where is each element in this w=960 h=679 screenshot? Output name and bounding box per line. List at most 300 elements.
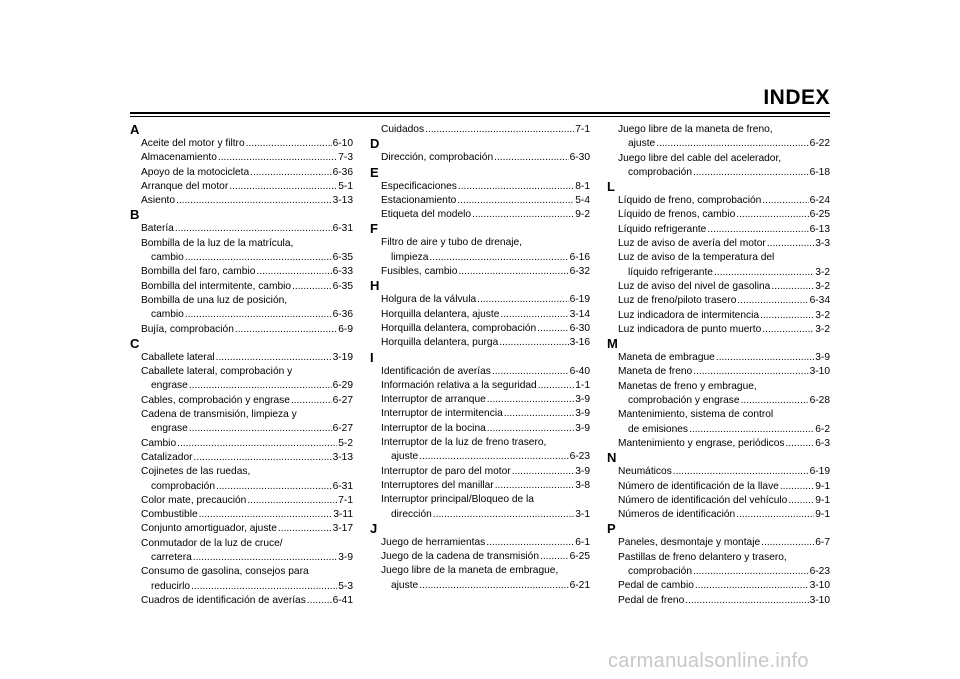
dot-leader (685, 594, 808, 608)
index-page-number: 6-7 (815, 537, 830, 549)
index-entry-text: Números de identificación (618, 509, 736, 521)
index-letter-heading: M (607, 336, 618, 352)
index-entry (131, 237, 353, 266)
index-entry-text: Interruptor de la luz de freno trasero, (381, 437, 547, 449)
dot-leader (486, 536, 574, 550)
index-entry-text: Batería (141, 223, 174, 235)
index-entry-text: Juego libre del cable del acelerador, (618, 152, 782, 164)
index-entry (371, 236, 590, 265)
index-page-number: 3-9 (575, 422, 590, 434)
dot-leader (216, 351, 332, 365)
dot-leader (199, 508, 333, 522)
index-entry-text: Horquilla delantera, comprobación (381, 322, 537, 334)
dot-leader (656, 137, 808, 151)
index-page-number: 6-3 (815, 437, 830, 449)
index-entry-continuation: dirección (391, 508, 432, 520)
dot-leader (247, 494, 337, 508)
index-entry-text: Identificación de averías (381, 365, 491, 377)
index-entry (131, 265, 353, 279)
index-entry (131, 508, 353, 522)
index-page-number: 5-3 (338, 580, 353, 592)
index-entry-text: Fusibles, cambio (381, 266, 458, 278)
index-page-number: 9-1 (815, 480, 830, 492)
index-entry-text: Pastillas de freno delantero y trasero, (618, 551, 787, 563)
index-entry (371, 465, 590, 479)
dot-leader (458, 265, 568, 279)
index-page-number: 7-1 (338, 494, 353, 506)
index-page-number: 6-22 (809, 138, 830, 150)
index-entry (608, 208, 830, 222)
index-entry (371, 293, 590, 307)
dot-leader (512, 465, 575, 479)
index-entry (131, 522, 353, 536)
index-entry (608, 465, 830, 479)
index-letter-heading: N (607, 450, 617, 466)
index-page-number: 6-23 (809, 566, 830, 578)
index-entry (608, 508, 830, 522)
index-letter-heading: J (370, 520, 378, 536)
index-entry (131, 408, 353, 437)
index-entry-text: Interruptor de paro del motor (381, 465, 511, 477)
index-entry-text: Bombilla de una luz de posición, (141, 294, 288, 306)
dot-leader (737, 294, 808, 308)
index-page-number: 7-1 (575, 124, 590, 135)
index-page-number: 3-10 (809, 580, 830, 592)
index-entry (131, 594, 353, 608)
index-entry-continuation: cambio (151, 252, 184, 264)
index-entry-continuation: ajuste (628, 138, 656, 150)
index-letter-heading: A (130, 122, 140, 137)
index-entry-text: Horquilla delantera, ajuste (381, 308, 500, 320)
dot-leader (693, 565, 809, 579)
index-entry-text: Pedal de cambio (618, 580, 694, 592)
index-entry-continuation: ajuste (391, 451, 419, 463)
index-entry (131, 180, 353, 194)
index-page-number: 6-25 (569, 551, 590, 563)
dot-leader (762, 323, 814, 337)
index-page-number: 9-2 (575, 209, 590, 221)
index-page-number: 9-1 (815, 494, 830, 506)
index-entry (608, 123, 830, 152)
index-entry (608, 237, 830, 251)
dot-leader (419, 450, 568, 464)
index-page-number: 8-1 (575, 180, 590, 192)
index-entry (131, 465, 353, 494)
watermark: carmanualsonline.info (608, 650, 809, 672)
dot-leader (250, 166, 331, 180)
index-page-number: 6-18 (809, 166, 830, 178)
dot-leader (189, 422, 332, 436)
index-page-number: 6-33 (332, 266, 353, 278)
index-entry-continuation: carretera (151, 552, 192, 564)
index-entry-text: Cuidados (381, 124, 425, 135)
index-entry (131, 166, 353, 180)
dot-leader (229, 180, 337, 194)
dot-leader (761, 536, 814, 550)
index-entry (371, 436, 590, 465)
index-entry (608, 579, 830, 593)
dot-leader (504, 407, 575, 421)
index-entry-text: Manetas de freno y embrague, (618, 380, 757, 392)
index-entry (608, 365, 830, 379)
index-entry (371, 407, 590, 421)
index-letter-heading: I (370, 349, 374, 365)
index-entry (131, 451, 353, 465)
dot-leader (185, 251, 332, 265)
index-page-number: 3-9 (815, 352, 830, 364)
dot-leader (189, 379, 332, 393)
dot-leader (487, 393, 574, 407)
dot-leader (419, 579, 568, 593)
index-entry-continuation: de emisiones (628, 423, 689, 435)
index-entry-text: Maneta de freno (618, 366, 693, 378)
index-entry-text: Aceite del motor y filtro (141, 138, 245, 149)
index-letter-heading: L (607, 179, 615, 195)
index-page-number: 6-2 (815, 423, 830, 435)
index-entry-text: Bujía, comprobación (141, 323, 234, 335)
index-entry (371, 536, 590, 550)
dot-leader (673, 465, 809, 479)
dot-leader (771, 280, 814, 294)
index-entry-continuation: comprobación y engrase (628, 395, 740, 407)
index-entry-text: Especificaciones (381, 180, 457, 192)
index-entry-text: Catalizador (141, 451, 193, 463)
index-entry-continuation: líquido refrigerante (628, 266, 713, 278)
dot-leader (246, 137, 332, 151)
index-entry (608, 494, 830, 508)
index-entry-text: Luz de freno/piloto trasero (618, 295, 737, 307)
dot-leader (499, 336, 568, 350)
dot-leader (235, 323, 337, 337)
index-entry-text: Holgura de la válvula (381, 294, 477, 306)
index-entry-text: Interruptor de la bocina (381, 422, 486, 434)
index-entry-text: Interruptor principal/Bloqueo de la (381, 494, 534, 506)
index-entry-continuation: comprobación (628, 566, 692, 578)
index-entry-text: Luz indicadora de punto muerto (618, 323, 762, 335)
index-entry-text: Pedal de freno (618, 594, 685, 606)
index-entry (131, 294, 353, 323)
index-entry-text: Neumáticos (618, 466, 672, 478)
index-entry (371, 550, 590, 564)
index-page-number: 1-1 (575, 379, 590, 391)
index-entry (371, 422, 590, 436)
index-entry (131, 365, 353, 394)
index-page-number: 6-32 (569, 266, 590, 278)
index-entry-text: Horquilla delantera, purga (381, 337, 499, 349)
index-page-number: 3-10 (809, 366, 830, 378)
index-entry-continuation: limpieza (391, 251, 429, 263)
dot-leader (736, 208, 808, 222)
index-page-number: 3-19 (332, 351, 353, 363)
index-entry-text: Juego de la cadena de transmisión (381, 551, 540, 563)
index-entry (608, 194, 830, 208)
dot-leader (695, 579, 809, 593)
index-entry-text: Juego libre de la maneta de freno, (618, 124, 773, 135)
index-entry (131, 323, 353, 337)
index-page-number: 6-13 (809, 223, 830, 235)
dot-leader (786, 437, 815, 451)
index-page-number: 7-3 (338, 152, 353, 164)
index-entry (131, 437, 353, 451)
index-entry-text: Juego de herramientas (381, 536, 486, 548)
index-entry (608, 294, 830, 308)
index-page-number: 3-9 (575, 465, 590, 477)
index-entry-text: Líquido de frenos, cambio (618, 209, 736, 221)
index-letter-heading: B (130, 207, 140, 223)
index-page-number: 6-19 (809, 466, 830, 478)
index-entry-text: Dirección, comprobación (381, 152, 494, 164)
index-entry-text: Cadena de transmisión, limpieza y (141, 409, 297, 421)
index-page-number: 5-1 (338, 180, 353, 192)
index-entry-text: Paneles, desmontaje y montaje (618, 537, 761, 549)
index-entry (131, 137, 353, 151)
index-page-number: 3-2 (815, 309, 830, 321)
index-entry-text: Interruptor de intermitencia (381, 408, 503, 420)
dot-leader (487, 422, 574, 436)
index-entry (371, 479, 590, 493)
index-entry (371, 365, 590, 379)
dot-leader (495, 479, 575, 493)
index-entry (371, 151, 590, 165)
index-page-number: 3-10 (809, 594, 830, 606)
dot-leader (707, 223, 808, 237)
index-entry-text: Número de identificación del vehículo (618, 494, 788, 506)
dot-leader (292, 280, 332, 294)
index-entry (131, 222, 353, 236)
index-entry (371, 493, 590, 522)
index-entry (608, 223, 830, 237)
index-entry (371, 322, 590, 336)
index-letter-heading: P (607, 521, 616, 537)
index-entry-text: Cambio (141, 437, 177, 449)
index-entry (371, 180, 590, 194)
dot-leader (494, 151, 568, 165)
index-entry (608, 551, 830, 580)
index-column-1 (131, 123, 353, 608)
index-page-number: 3-11 (333, 509, 353, 521)
dot-leader (457, 194, 574, 208)
index-entry (608, 309, 830, 323)
index-page-number: 3-16 (569, 337, 590, 349)
index-page-number: 6-30 (569, 152, 590, 164)
index-page-number: 3-9 (575, 408, 590, 420)
dot-leader (780, 480, 814, 494)
index-entry-text: Líquido refrigerante (618, 223, 707, 235)
dot-leader (194, 451, 332, 465)
index-entry-text: Mantenimiento, sistema de control (618, 409, 774, 421)
index-entry-text: Estacionamiento (381, 194, 457, 206)
dot-leader (425, 123, 574, 137)
index-page-number: 9-1 (815, 509, 830, 521)
header-rule-thick (130, 112, 830, 114)
index-entry-continuation: engrase (151, 423, 188, 435)
index-entry-text: Luz indicadora de intermitencia (618, 309, 760, 321)
dot-leader (278, 522, 332, 536)
index-entry (131, 537, 353, 566)
dot-leader (191, 580, 337, 594)
index-page-number: 5-2 (338, 437, 353, 449)
index-entry (608, 280, 830, 294)
index-entry-text: Número de identificación de la llave (618, 480, 779, 492)
index-entry (131, 151, 353, 165)
index-letter-heading: F (370, 221, 378, 237)
index-page-number: 6-27 (332, 423, 353, 435)
index-page-number: 6-9 (338, 323, 353, 335)
index-entry (371, 208, 590, 222)
index-page-number: 3-17 (332, 523, 353, 535)
dot-leader (177, 437, 337, 451)
dot-leader (185, 308, 332, 322)
index-entry (371, 379, 590, 393)
dot-leader (193, 551, 338, 565)
index-entry (131, 494, 353, 508)
index-entry-text: Bombilla del faro, cambio (141, 266, 256, 278)
dot-leader (714, 266, 814, 280)
index-page-number: 6-36 (332, 166, 353, 178)
index-page-number: 3-2 (815, 266, 830, 278)
dot-leader (689, 423, 814, 437)
index-page-number: 6-41 (332, 594, 353, 606)
dot-leader (256, 265, 331, 279)
index-entry (371, 123, 590, 137)
index-entry (608, 351, 830, 365)
index-letter-heading: E (370, 164, 379, 180)
index-page-number: 6-30 (569, 322, 590, 334)
index-entry (608, 152, 830, 181)
index-page-number: 3-2 (815, 323, 830, 335)
index-letter-heading: D (370, 136, 380, 152)
index-page-number: 3-8 (575, 479, 590, 491)
index-entry (131, 394, 353, 408)
index-entry-continuation: comprobación (151, 480, 215, 492)
index-page-number: 3-1 (575, 508, 590, 520)
index-page-number: 6-35 (332, 280, 353, 292)
index-entry (371, 393, 590, 407)
index-entry-text: Etiqueta del modelo (381, 209, 472, 221)
index-entry (131, 194, 353, 208)
index-entry-text: Cables, comprobación y engrase (141, 394, 290, 406)
dot-leader (741, 394, 809, 408)
index-page-number: 6-21 (569, 579, 590, 591)
index-page-number: 3-13 (332, 195, 353, 207)
dot-leader (537, 322, 568, 336)
index-entry-continuation: ajuste (391, 579, 419, 591)
index-entry-text: Mantenimiento y engrase, periódicos (618, 437, 785, 449)
index-entry-text: Conjunto amortiguador, ajuste (141, 523, 277, 535)
dot-leader (762, 194, 808, 208)
index-entry-text: Combustible (141, 509, 198, 521)
index-letter-heading: C (130, 335, 140, 351)
dot-leader (472, 208, 574, 222)
index-entry (608, 380, 830, 409)
index-entry (371, 265, 590, 279)
index-page-number: 6-10 (332, 138, 353, 149)
dot-leader (175, 222, 332, 236)
index-entry (608, 323, 830, 337)
index-page-number: 3-13 (332, 451, 353, 463)
index-entry (608, 594, 830, 608)
index-entry (608, 251, 830, 280)
index-entry-text: Luz de aviso de la temperatura del (618, 252, 775, 264)
index-page-number: 6-19 (569, 294, 590, 306)
dot-leader (716, 351, 814, 365)
index-entry (608, 408, 830, 437)
index-entry-text: Arranque del motor (141, 180, 229, 192)
dot-leader (477, 293, 568, 307)
index-page-number: 6-28 (809, 395, 830, 407)
dot-leader (693, 365, 808, 379)
dot-leader (693, 166, 809, 180)
index-page-number: 3-14 (569, 308, 590, 320)
dot-leader (760, 309, 814, 323)
index-entry (608, 480, 830, 494)
index-page-number: 6-36 (332, 309, 353, 321)
index-page-number: 6-1 (575, 536, 590, 548)
dot-leader (433, 508, 574, 522)
index-entry-text: Maneta de embrague (618, 352, 715, 364)
index-entry-text: Bombilla del intermitente, cambio (141, 280, 292, 292)
header-rule-thin (130, 116, 830, 117)
index-entry-text: Consumo de gasolina, consejos para (141, 566, 309, 578)
dot-leader (291, 394, 332, 408)
dot-leader (500, 308, 568, 322)
index-entry-text: Juego libre de la maneta de embrague, (381, 565, 559, 577)
index-column-3 (608, 123, 830, 608)
dot-leader (218, 151, 337, 165)
index-page-number: 6-23 (569, 451, 590, 463)
index-entry-text: Caballete lateral, comprobación y (141, 366, 293, 378)
index-entry-text: Cuadros de identificación de averías (141, 594, 306, 606)
dot-leader (429, 251, 568, 265)
dot-leader (736, 508, 814, 522)
index-entry-text: Luz de aviso de avería del motor (618, 238, 766, 250)
index-page-number: 6-40 (569, 365, 590, 377)
index-entry (131, 565, 353, 594)
index-page-number: 6-29 (332, 380, 353, 392)
index-entry (371, 336, 590, 350)
index-entry-continuation: cambio (151, 309, 184, 321)
index-entry (608, 536, 830, 550)
dot-leader (307, 594, 332, 608)
index-page-number: 6-25 (809, 209, 830, 221)
index-page-number: 3-9 (575, 394, 590, 406)
index-entry-text: Almacenamiento (141, 152, 217, 164)
index-page-number: 3-2 (815, 280, 830, 292)
index-entry-text: Luz de aviso del nivel de gasolina (618, 280, 771, 292)
index-entry-text: Caballete lateral (141, 351, 215, 363)
dot-leader (458, 180, 574, 194)
index-entry-continuation: comprobación (628, 166, 692, 178)
index-entry (371, 564, 590, 593)
index-page-number: 6-31 (332, 480, 353, 492)
dot-leader (788, 494, 814, 508)
dot-leader (216, 480, 332, 494)
index-page-number: 6-27 (332, 394, 353, 406)
index-entry (131, 351, 353, 365)
dot-leader (767, 237, 814, 251)
index-page-number: 6-31 (332, 223, 353, 235)
index-entry-text: Apoyo de la motocicleta (141, 166, 250, 178)
index-entry-text: Asiento (141, 195, 175, 207)
index-page-number: 3-9 (338, 552, 353, 564)
index-entry-text: Bombilla de la luz de la matrícula, (141, 237, 294, 249)
index-entry-text: Interruptor de arranque (381, 394, 486, 406)
index-entry-text: Líquido de freno, comprobación (618, 195, 762, 207)
dot-leader (176, 194, 332, 208)
index-entry-continuation: engrase (151, 380, 188, 392)
page-title: INDEX (763, 86, 830, 109)
index-page-number: 6-24 (809, 195, 830, 207)
